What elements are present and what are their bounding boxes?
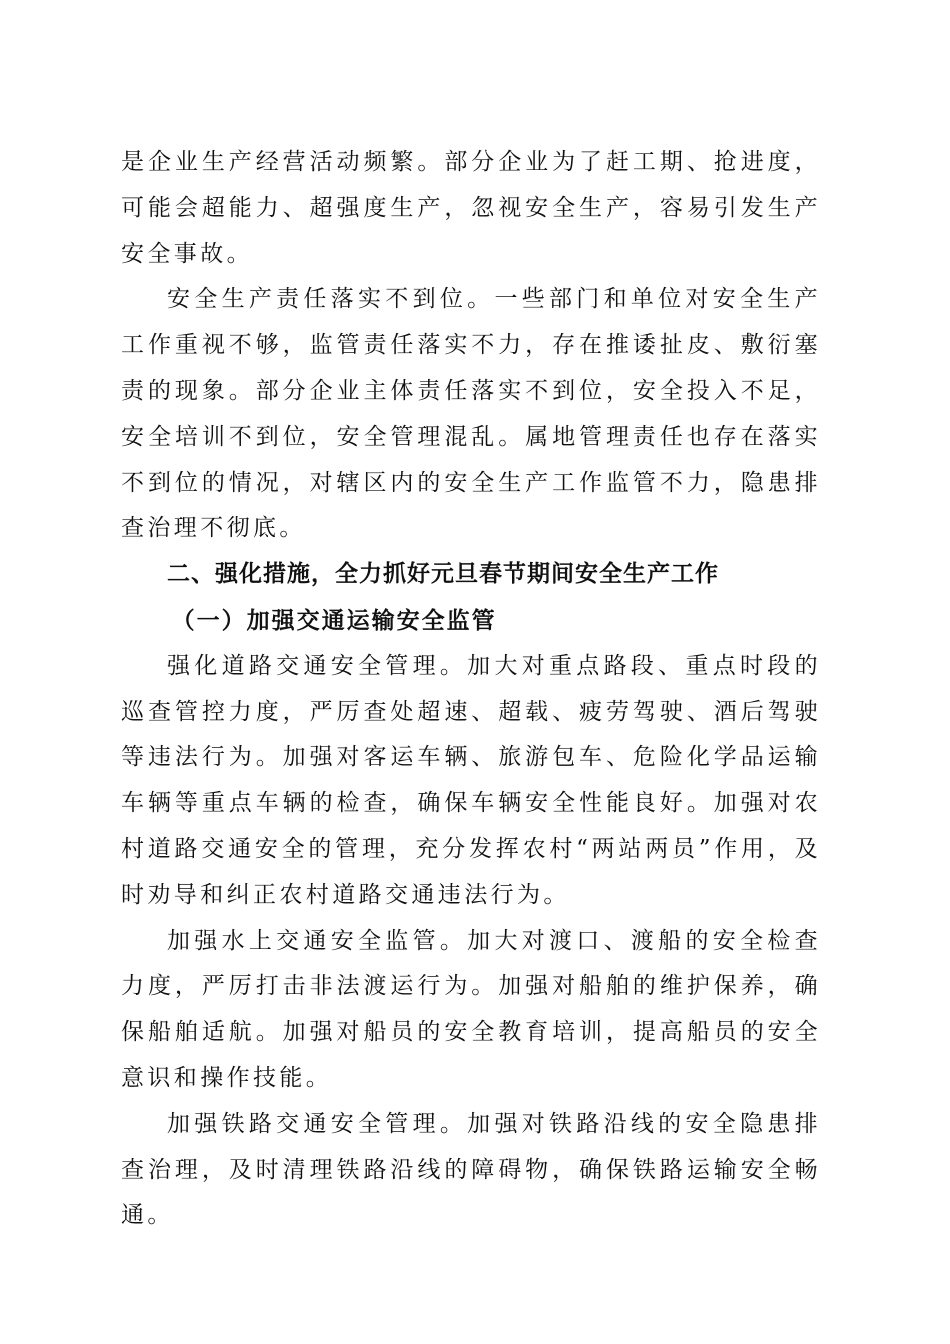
subsection-heading-1: （一）加强交通运输安全监管 xyxy=(171,606,497,634)
paragraph-water-traffic: 加强水上交通安全监管。加大对渡口、渡船的安全检查力度，严厉打击非法渡运行为。加强对船舶的维护保养，确保船舶适航。加强对船员的安全教育培训，提高船员的安全意识和操作技能。 xyxy=(121,927,821,1091)
paragraph-road-traffic: 强化道路交通安全管理。加大对重点路段、重点时段的巡查管控力度，严厉查处超速、超载、疲劳驾驶、酒后驾驶等违法行为。加强对客运车辆、旅游包车、危险化学品运输车辆等重点车辆的检查，确保车辆安全性能良好。加强对农村道路交通安全的管理，充分发挥农村“两站两员”作用，及时劝导和纠正农村道路交通违法行为。 xyxy=(121,652,821,908)
section-heading-2: 二、强化措施，全力抓好元旦春节期间安全生产工作 xyxy=(167,561,719,588)
paragraph-responsibility: 安全生产责任落实不到位。一些部门和单位对安全生产工作重视不够，监管责任落实不力，存在推诿扯皮、敷衍塞责的现象。部分企业主体责任落实不到位，安全投入不足，安全培训不到位，安全管理混乱。属地管理责任也存在落实不到位的情况，对辖区内的安全生产工作监管不力，隐患排查治理不彻底。 xyxy=(121,286,821,542)
paragraph-continued: 是企业生产经营活动频繁。部分企业为了赶工期、抢进度，可能会超能力、超强度生产，忽视安全生产，容易引发生产安全事故。 xyxy=(121,149,821,267)
paragraph-railway-traffic: 加强铁路交通安全管理。加强对铁路沿线的安全隐患排查治理，及时清理铁路沿线的障碍物，确保铁路运输安全畅通。 xyxy=(121,1110,821,1229)
document-page xyxy=(121,140,821,1239)
